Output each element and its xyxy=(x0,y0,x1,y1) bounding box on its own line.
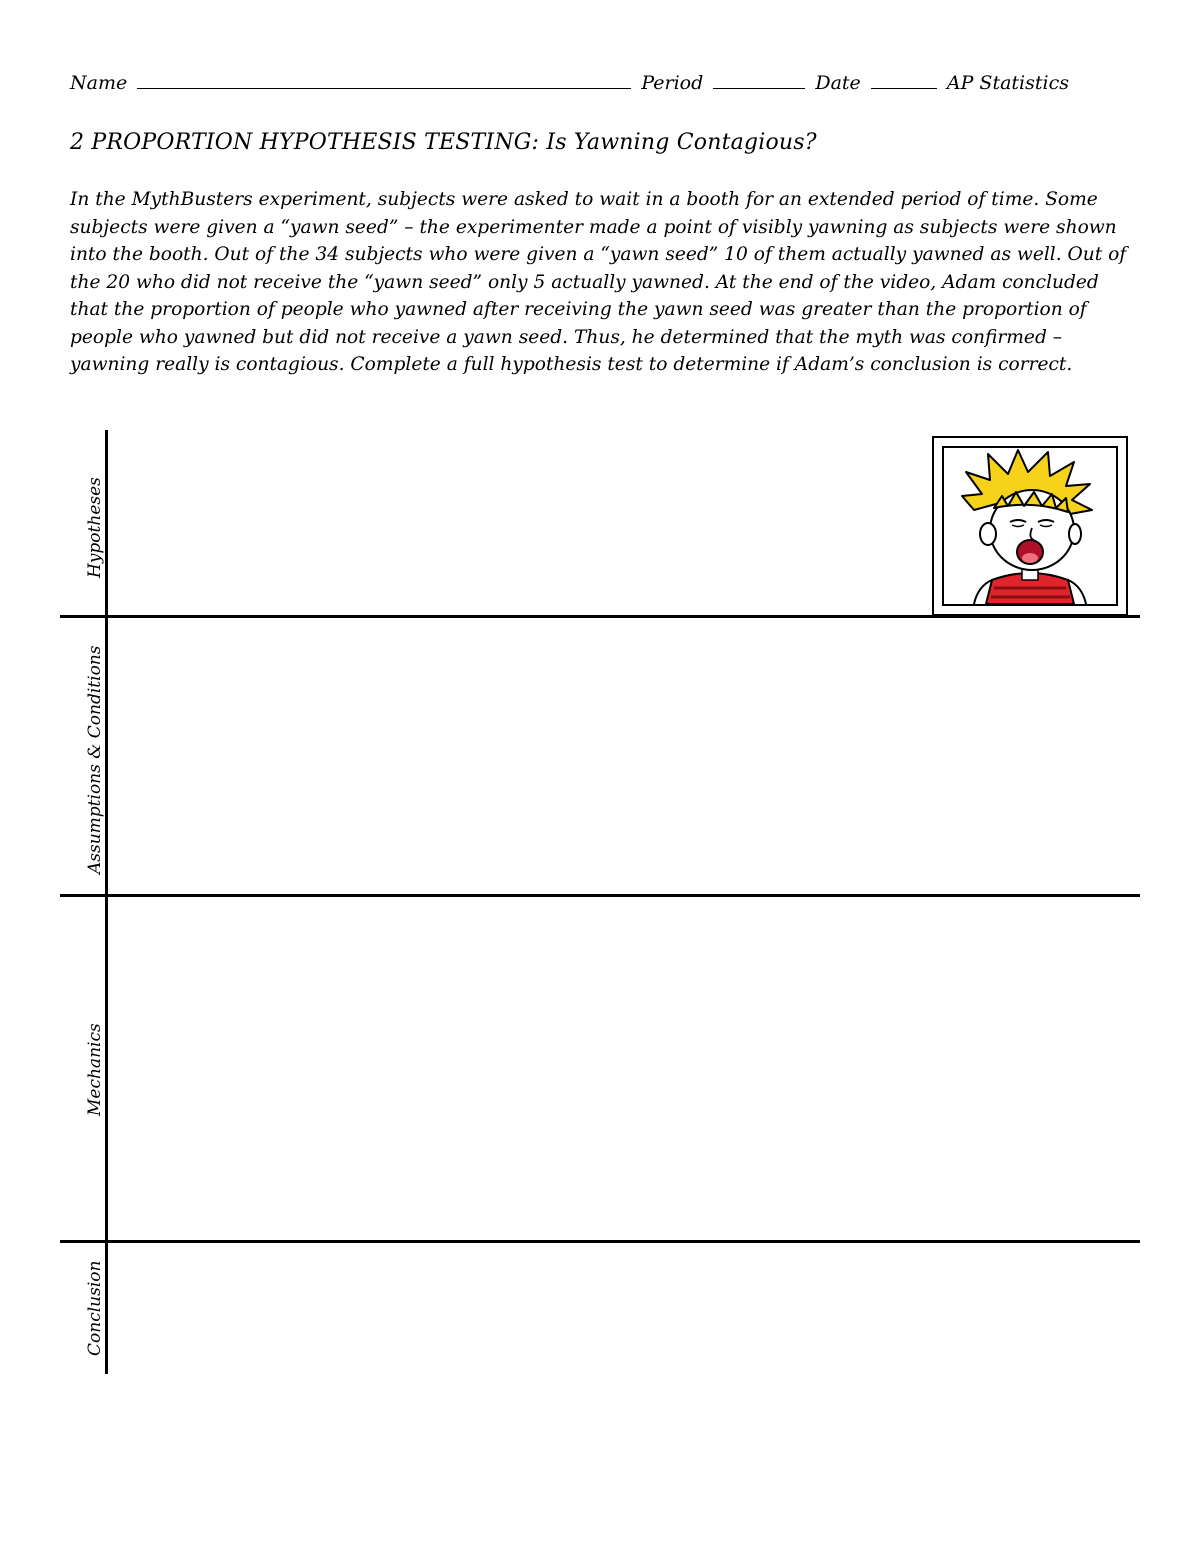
hypotheses-answer-area[interactable] xyxy=(110,432,925,614)
name-label: Name xyxy=(70,72,128,94)
period-label: Period xyxy=(641,72,704,94)
section-label-hypotheses: Hypotheses xyxy=(85,477,105,578)
date-label: Date xyxy=(815,72,861,94)
period-blank[interactable] xyxy=(713,72,805,89)
section-label-conclusion: Conclusion xyxy=(85,1260,105,1356)
section-label-mechanics: Mechanics xyxy=(85,1023,105,1116)
section-divider-3 xyxy=(60,1240,1140,1243)
worksheet-title: 2 PROPORTION HYPOTHESIS TESTING: Is Yawning Contagious? xyxy=(70,130,817,155)
cartoon-inner-frame xyxy=(942,446,1118,606)
date-blank[interactable] xyxy=(871,72,937,89)
cartoon-frame xyxy=(932,436,1128,616)
mechanics-answer-area[interactable] xyxy=(110,899,1138,1238)
problem-prompt: In the MythBusters experiment, subjects were asked to wait in a booth for an extended period of time. Some subjects were given a “yawn seed” – the experimenter made a point of visibly yawning as subjects were shown into the booth. Out of the 34 subjects who were given a “yawn seed” 10 of them actually yawned as well. Out of the 20 who did not receive the “yawn seed” only 5 actually yawned. At the end of the video, Adam concluded that the proportion of people who yawned after receiving the yawn seed was greater than the proportion of people who yawned but did not receive a yawn seed. Thus, he determined that the myth was confirmed – yawning really is contagious. Complete a full hypothesis test to determine if Adam’s conclusion is correct. xyxy=(70,189,1127,375)
section-divider-vertical xyxy=(105,430,108,1374)
course-label: AP Statistics xyxy=(946,72,1069,94)
assumptions-answer-area[interactable] xyxy=(110,620,1138,892)
conclusion-answer-area[interactable] xyxy=(110,1245,1138,1373)
yawning-cartoon-boy-icon xyxy=(944,448,1116,604)
section-label-assumptions: Assumptions & Conditions xyxy=(85,645,105,874)
section-divider-2 xyxy=(60,894,1140,897)
student-info-line xyxy=(70,72,1150,94)
name-blank[interactable] xyxy=(137,72,631,89)
